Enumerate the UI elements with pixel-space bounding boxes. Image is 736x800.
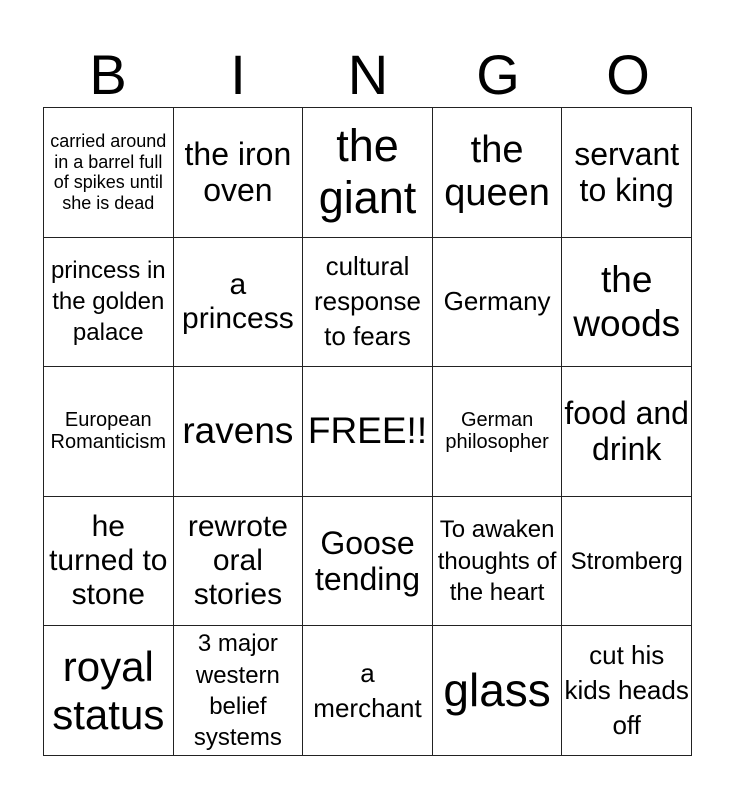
bingo-cell[interactable]: Goose tending — [303, 497, 433, 627]
bingo-cell[interactable]: he turned to stone — [44, 497, 174, 627]
bingo-letter-g: G — [476, 43, 520, 106]
bingo-cell[interactable]: 3 major western belief systems — [174, 626, 304, 756]
bingo-letter-b: B — [89, 43, 127, 106]
bingo-cell[interactable]: glass — [433, 626, 563, 756]
bingo-cell[interactable]: a merchant — [303, 626, 433, 756]
bingo-cell[interactable]: German philosopher — [433, 367, 563, 497]
bingo-letter-o: O — [606, 43, 650, 106]
bingo-cell[interactable]: a princess — [174, 238, 304, 368]
bingo-cell[interactable]: cut his kids heads off — [562, 626, 692, 756]
bingo-board — [43, 107, 692, 756]
bingo-header — [43, 44, 693, 106]
bingo-cell[interactable]: the giant — [303, 108, 433, 238]
bingo-cell[interactable]: the woods — [562, 238, 692, 368]
bingo-cell[interactable]: rewrote oral stories — [174, 497, 304, 627]
bingo-cell[interactable]: European Romanticism — [44, 367, 174, 497]
bingo-cell[interactable]: princess in the golden palace — [44, 238, 174, 368]
bingo-cell[interactable]: royal status — [44, 626, 174, 756]
bingo-cell[interactable]: ravens — [174, 367, 304, 497]
bingo-cell[interactable]: Germany — [433, 238, 563, 368]
bingo-cell[interactable]: FREE!! — [303, 367, 433, 497]
bingo-cell[interactable]: carried around in a barrel full of spikes until she is dead — [44, 108, 174, 238]
bingo-letter-n: N — [347, 43, 389, 106]
bingo-cell[interactable]: To awaken thoughts of the heart — [433, 497, 563, 627]
bingo-cell[interactable]: food and drink — [562, 367, 692, 497]
bingo-letter-i: I — [230, 43, 246, 106]
bingo-cell[interactable]: Stromberg — [562, 497, 692, 627]
bingo-cell[interactable]: servant to king — [562, 108, 692, 238]
bingo-cell[interactable]: the iron oven — [174, 108, 304, 238]
bingo-cell[interactable]: cultural response to fears — [303, 238, 433, 368]
bingo-cell[interactable]: the queen — [433, 108, 563, 238]
